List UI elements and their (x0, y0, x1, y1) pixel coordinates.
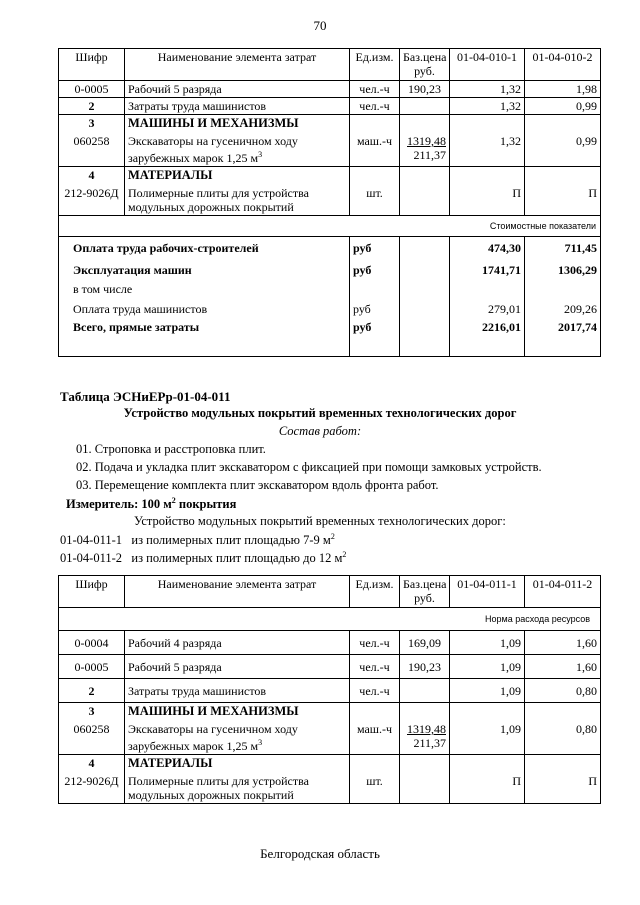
cell-name: Затраты труда машинистов (125, 679, 350, 703)
material-unit: шт. (366, 774, 383, 788)
cell-code (59, 115, 125, 167)
variant-line (60, 532, 335, 548)
cell-value1 (450, 755, 525, 804)
cost-header-row (59, 216, 601, 237)
section-title: Устройство модульных покрытий временных технологических дорог (123, 406, 517, 420)
section-machines (59, 703, 601, 755)
table-row (59, 631, 601, 655)
header-col1: 01-04-010-1 (450, 49, 525, 81)
cell-value2: 1,60 (525, 631, 601, 655)
cost-label: Стоимостные показатели (59, 216, 601, 237)
machine-name: Экскаваторы на гусеничном ходу (128, 722, 298, 736)
works-title: Состав работ: (278, 424, 362, 438)
material-name-2: модульных дорожных покрытий (128, 200, 294, 214)
header-unit: Ед.изм. (350, 49, 400, 81)
cell-code: 2 (59, 679, 125, 703)
resource-table-011 (58, 575, 601, 804)
summary-row (59, 319, 601, 357)
meter-text: Измеритель: 100 м (66, 497, 172, 512)
section-title: МАТЕРИАЛЫ (128, 168, 213, 182)
summary-empty (400, 259, 450, 281)
cell-unit (350, 755, 400, 804)
machine-value1: 1,09 (500, 722, 521, 736)
cell-code (59, 167, 125, 216)
header-name: Наименование элемента затрат (125, 49, 350, 81)
summary-value1: 1741,71 (450, 259, 525, 281)
unit-superscript: 3 (258, 150, 263, 159)
intro-text: Устройство модульных покрытий временных технологических дорог: (134, 514, 506, 528)
material-name: Полимерные плиты для устройства (128, 186, 309, 200)
price-top: 1319,48 (407, 722, 446, 736)
variant-code: 01-04-011-2 (60, 551, 123, 566)
machine-value1: 1,32 (500, 134, 521, 148)
section-number: 4 (88, 168, 95, 182)
cell-value2 (525, 167, 601, 216)
cell-code: 0-0004 (59, 631, 125, 655)
cell-unit (350, 703, 400, 755)
machine-code: 060258 (73, 134, 110, 148)
cell-name (125, 703, 350, 755)
table-row (59, 81, 601, 98)
summary-name: Всего, прямые затраты (59, 319, 350, 357)
work-item: 03. Перемещение комплекта плит экскаватором вдоль фронта работ. (76, 478, 439, 492)
summary-value2: 1306,29 (525, 259, 601, 281)
material-unit: шт. (366, 186, 383, 200)
summary-unit: руб (350, 299, 400, 319)
summary-row (59, 299, 601, 319)
machine-unit: маш.-ч (356, 722, 393, 736)
footer-region: Белгородская область (260, 846, 380, 861)
header-unit: Ед.изм. (350, 576, 400, 608)
table-row (59, 98, 601, 115)
summary-row (59, 237, 601, 259)
summary-value1 (450, 281, 525, 299)
meter-label (66, 496, 236, 512)
section-number: 3 (88, 116, 95, 130)
header-col2: 01-04-011-2 (525, 576, 601, 608)
norm-label: Норма расхода ресурсов (59, 608, 601, 631)
cell-value2 (525, 115, 601, 167)
header-name: Наименование элемента затрат (125, 576, 350, 608)
section-title: МАТЕРИАЛЫ (128, 756, 213, 770)
price-bottom: 211,37 (413, 148, 446, 162)
work-item: 01. Строповка и расстроповка плит. (76, 442, 266, 456)
variant-line (60, 550, 346, 566)
material-value2: П (588, 774, 597, 788)
cell-code (59, 703, 125, 755)
cell-value2 (525, 755, 601, 804)
summary-value2 (525, 281, 601, 299)
machine-code: 060258 (73, 722, 110, 736)
work-item: 02. Подача и укладка плит экскаватором с фиксацией при помощи замковых устройств. (76, 460, 542, 474)
cell-value1 (450, 703, 525, 755)
summary-row (59, 259, 601, 281)
cell-unit: чел.-ч (350, 631, 400, 655)
cell-value1: 1,09 (450, 631, 525, 655)
price-top: 1319,48 (407, 134, 446, 148)
cell-unit: чел.-ч (350, 81, 400, 98)
cell-unit: чел.-ч (350, 679, 400, 703)
section-title: МАШИНЫ И МЕХАНИЗМЫ (128, 116, 299, 130)
cell-value2: 1,60 (525, 655, 601, 679)
machine-value2: 0,99 (576, 134, 597, 148)
header-col1: 01-04-011-1 (450, 576, 525, 608)
table-row (59, 655, 601, 679)
norm-header-row (59, 608, 601, 631)
variant-text: из полимерных плит площадью 7-9 м (131, 533, 331, 548)
summary-name: Оплата труда машинистов (59, 299, 350, 319)
page-number: 70 (313, 18, 327, 33)
cell-code (59, 755, 125, 804)
cell-value1: 1,32 (450, 98, 525, 115)
section-machines (59, 115, 601, 167)
machine-name-2: зарубежных марок 1,25 м (128, 739, 259, 753)
cell-value1 (450, 167, 525, 216)
machine-name-2: зарубежных марок 1,25 м (128, 151, 259, 165)
cell-name: Рабочий 5 разряда (125, 81, 350, 98)
summary-value2: 209,26 (525, 299, 601, 319)
cell-price (400, 703, 450, 755)
material-value2: П (588, 186, 597, 200)
cell-value1: 1,09 (450, 679, 525, 703)
cell-price: 190,23 (400, 655, 450, 679)
summary-value1: 279,01 (450, 299, 525, 319)
cell-value1: 1,32 (450, 81, 525, 98)
cell-price: 190,23 (400, 81, 450, 98)
material-code: 212-9026Д (64, 774, 119, 788)
material-name: Полимерные плиты для устройства (128, 774, 309, 788)
cell-value1: 1,09 (450, 655, 525, 679)
cell-unit: чел.-ч (350, 98, 400, 115)
machine-name: Экскаваторы на гусеничном ходу (128, 134, 298, 148)
variant-superscript: 2 (342, 550, 347, 559)
material-name-2: модульных дорожных покрытий (128, 788, 294, 802)
summary-name: в том числе (59, 281, 350, 299)
summary-empty (400, 299, 450, 319)
cell-value2 (525, 703, 601, 755)
header-code: Шифр (59, 49, 125, 81)
cell-value2: 1,98 (525, 81, 601, 98)
summary-row (59, 281, 601, 299)
machine-unit: маш.-ч (356, 134, 393, 148)
meter-superscript: 2 (171, 496, 176, 505)
cell-price (400, 167, 450, 216)
header-base-price: Баз.цена руб. (400, 49, 450, 81)
header-code: Шифр (59, 576, 125, 608)
summary-name: Оплата труда рабочих-строителей (59, 237, 350, 259)
summary-empty (400, 319, 450, 357)
table-caption: Таблица ЭСНиЕРр-01-04-011 (60, 389, 231, 404)
summary-value1: 2216,01 (450, 319, 525, 357)
cell-unit (350, 115, 400, 167)
summary-empty (400, 237, 450, 259)
variant-code: 01-04-011-1 (60, 533, 123, 548)
variant-text: из полимерных плит площадью до 12 м (131, 551, 343, 566)
cell-price (400, 755, 450, 804)
table-row (59, 679, 601, 703)
cell-code: 0-0005 (59, 81, 125, 98)
cell-unit (350, 167, 400, 216)
header-col2: 01-04-010-2 (525, 49, 601, 81)
cell-price: 169,09 (400, 631, 450, 655)
cell-name: Затраты труда машинистов (125, 98, 350, 115)
section-title: МАШИНЫ И МЕХАНИЗМЫ (128, 704, 299, 718)
cell-price (400, 115, 450, 167)
summary-name: Эксплуатация машин (59, 259, 350, 281)
section-number: 4 (88, 756, 95, 770)
material-value1: П (512, 774, 521, 788)
cell-value2: 0,99 (525, 98, 601, 115)
summary-value2: 2017,74 (525, 319, 601, 357)
section-number: 3 (88, 704, 95, 718)
material-value1: П (512, 186, 521, 200)
summary-unit: руб (350, 319, 400, 357)
meter-suffix: покрытия (175, 497, 237, 512)
material-code: 212-9026Д (64, 186, 119, 200)
cell-name (125, 167, 350, 216)
resource-table-010 (58, 48, 601, 357)
header-base-price: Баз.цена руб. (400, 576, 450, 608)
variant-superscript: 2 (330, 532, 335, 541)
cell-code: 0-0005 (59, 655, 125, 679)
summary-unit: руб (350, 259, 400, 281)
cell-unit: чел.-ч (350, 655, 400, 679)
summary-unit: руб (350, 237, 400, 259)
machine-value2: 0,80 (576, 722, 597, 736)
cell-name: Рабочий 4 разряда (125, 631, 350, 655)
section-materials (59, 755, 601, 804)
unit-superscript: 3 (258, 738, 263, 747)
cell-name (125, 755, 350, 804)
cell-code: 2 (59, 98, 125, 115)
cell-name: Рабочий 5 разряда (125, 655, 350, 679)
cell-value2: 0,80 (525, 679, 601, 703)
summary-empty (400, 281, 450, 299)
cell-price (400, 679, 450, 703)
summary-unit (350, 281, 400, 299)
section-materials (59, 167, 601, 216)
cell-value1 (450, 115, 525, 167)
cell-name (125, 115, 350, 167)
summary-value2: 711,45 (525, 237, 601, 259)
price-bottom: 211,37 (413, 736, 446, 750)
cell-price (400, 98, 450, 115)
summary-value1: 474,30 (450, 237, 525, 259)
